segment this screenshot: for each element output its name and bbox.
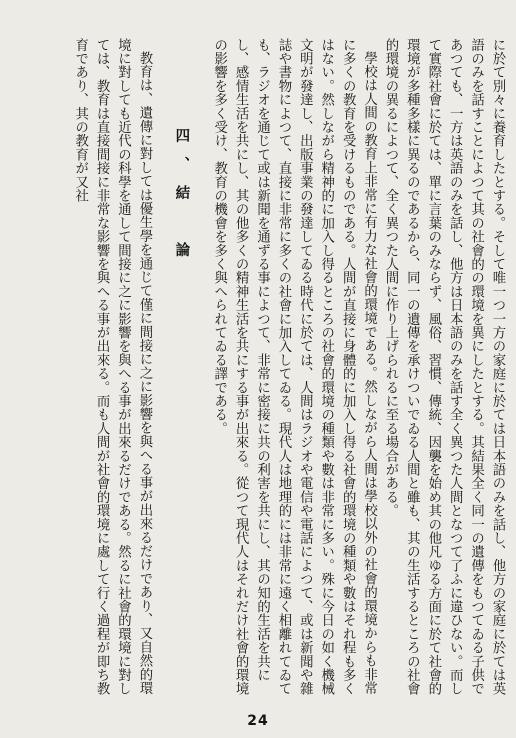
vertical-text-body xyxy=(8,38,508,696)
paragraph-environment-example: に於て別々に養育したとする。そして唯一つ一方の家庭に於ては日本語のみを話し、他方の家庭に於ては英語のみを話すことによつて其の社會的の環境を異にしたとする。其結果全く同一の遺傳をもつてゐる子供であつても、一方は英語のみを話し、他方は日本語のみを話す全く異つた人間となつて了ふに違ひない。而して實際社會に於ては、單に言葉のみならず、風俗、習慣、傳統、因襲を始め其の他凡ゆる方面に於て社會的環境が多種多樣に異るのであるから、同一の遺傳を承けついでゐる人間と雖も、其の生活するところの社會的環境の異るによつて、全く異つた人間に作り上げられるに至る場合がある。 xyxy=(382,38,505,696)
paragraph-school-environment: 學校は人間の教育上非常に有力な社會的環境である。然しながら人間は學校以外の社會的環境からも非常に多くの教育を受けるものである。人間が直接に身體的に加入し得る社會的環境の種類や數はそれ程も多くはない。然しながら精神的に加入し得るところの社會的環境の種類や數は非常に多い。殊に今日の如く機械文明が發達し、出版事業の發達してゐる時代に於ては、人間はラジオや電信や電話によつて、或は新聞や雜誌や書物によつて、直接に非常に多くの社會に加入してゐる。現代人は地理的には非常に遠く相離れてゐても、ラジオを通じて或は新聞を通ずる事によつて、非常に密接に共の利害を共にし、其の知的生活を共にし、感情生活を共にし、其の他多くの精神生活を共にする事が出來る。從つて現代人はそれだけ社會的環境の影響を多く受け、教育の機會を多く與へられてゐる譯である。 xyxy=(211,38,377,696)
section-heading-conclusion: 四、結 論 xyxy=(173,128,191,271)
page-number: 24 xyxy=(247,713,269,729)
paragraph-conclusion: 教育は、遺傳に對しては優生學を通じて僅に間接に之に影響を與へる事が出來るだけであり、又自然的環境に對しても近代の科學を通して間接に之に影響を與へる事が出來るだけである。然るに社會的環境に對しては、教育は直接間接に非常な影響を與へる事が出來る。而も人間が社會的環境に處して行く過程が即ち教育であり、其の教育が又社 xyxy=(72,38,152,696)
